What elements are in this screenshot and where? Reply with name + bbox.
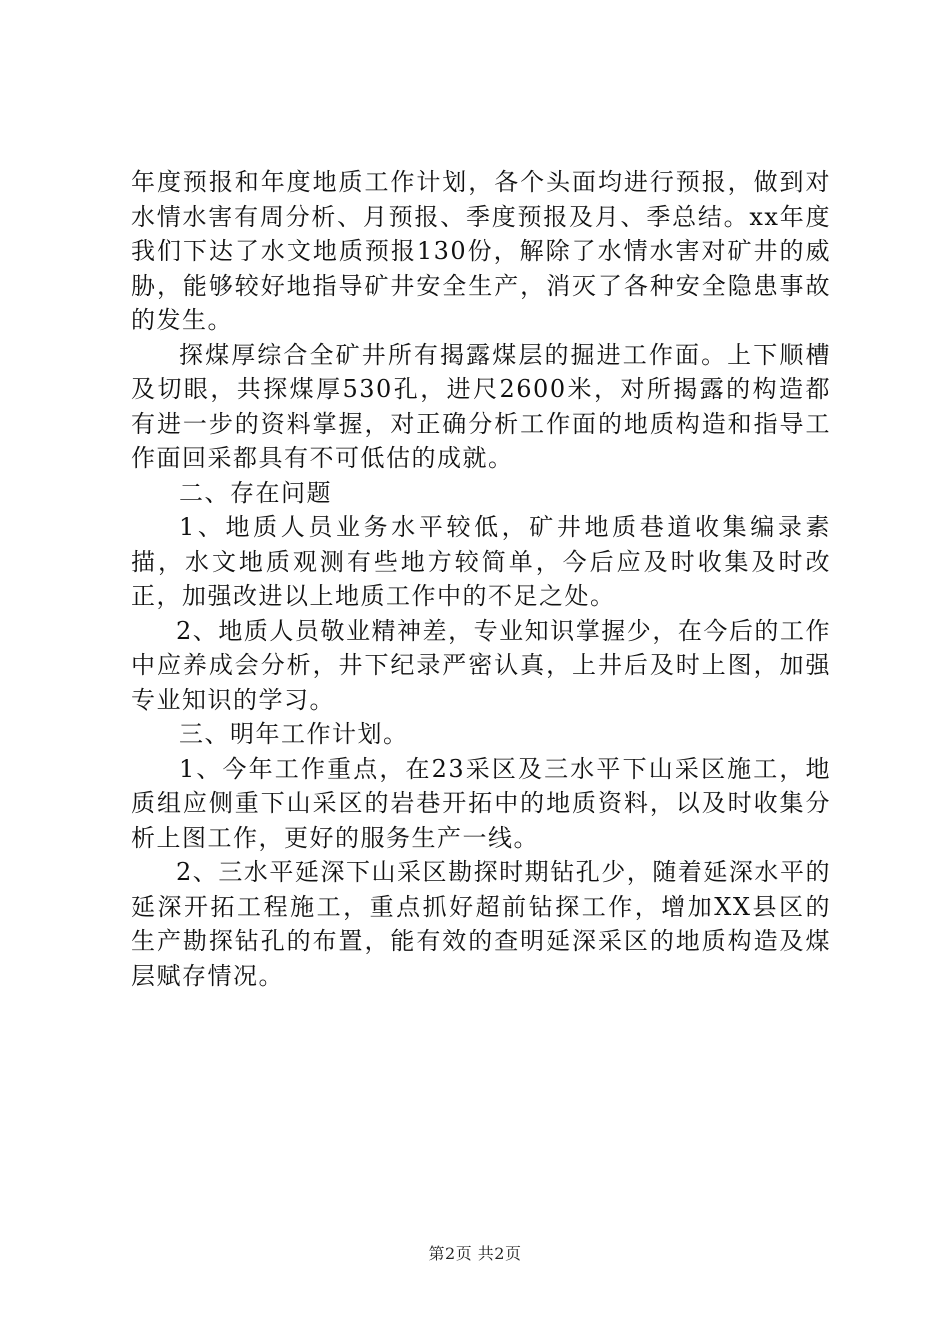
paragraph-water-forecast: 年度预报和年度地质工作计划，各个头面均进行预报，做到对水情水害有周分析、月预报、季度预报及月、季总结。xx年度我们下达了水文地质预报130份，解除了水情水害对矿井的威胁，能够较好地指导矿井安全生产，消灭了各种安全隐患事故的发生。 bbox=[131, 168, 831, 334]
document-body bbox=[131, 165, 831, 993]
section-heading-next-year-plan: 三、明年工作计划。 bbox=[179, 720, 409, 748]
section-heading-problems: 二、存在问题 bbox=[179, 478, 332, 507]
paragraph-coal-thickness: 探煤厚综合全矿井所有揭露煤层的掘进工作面。上下顺槽及切眼，共探煤厚530孔，进尺2600米，对所揭露的构造都有进一步的资料掌握，对正确分析工作面的地质构造和指导工作面回采都具有不可低估的成就。 bbox=[131, 340, 831, 472]
page-number-footer: 第2页 共2页 bbox=[428, 1244, 522, 1263]
paragraph-problem-1: 1、地质人员业务水平较低，矿井地质巷道收集编录素描，水文地质观测有些地方较简单，今后应及时收集及时改正，加强改进以上地质工作中的不足之处。 bbox=[131, 513, 831, 610]
paragraph-problem-2: 2、地质人员敬业精神差，专业知识掌握少，在今后的工作中应养成会分析，井下纪录严密认真，上井后及时上图，加强专业知识的学习。 bbox=[131, 616, 831, 714]
paragraph-plan-1: 1、今年工作重点，在23采区及三水平下山采区施工，地质组应侧重下山采区的岩巷开拓中的地质资料，以及时收集分析上图工作，更好的服务生产一线。 bbox=[131, 754, 831, 852]
paragraph-plan-2: 2、三水平延深下山采区勘探时期钻孔少，随着延深水平的延深开拓工程施工，重点抓好超前钻探工作，增加XX县区的生产勘探钻孔的布置，能有效的查明延深采区的地质构造及煤层赋存情况。 bbox=[131, 858, 831, 990]
